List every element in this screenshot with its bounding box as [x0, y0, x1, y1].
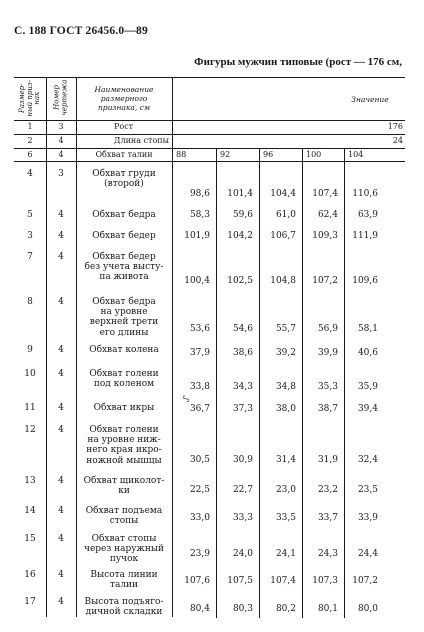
column-header-number: Размер- ный приз- нак — [17, 79, 41, 117]
row-value: 31,9 — [317, 455, 338, 465]
row-name: Обхват талии — [95, 150, 153, 159]
row-name: Обхват бедра — [92, 210, 156, 220]
row-figure: 4 — [58, 136, 64, 145]
row-figure: 4 — [58, 345, 64, 355]
row-value: 107,5 — [227, 576, 253, 586]
row-value: 59,6 — [232, 210, 253, 220]
size-value: 92 — [220, 150, 231, 159]
row-figure: 4 — [58, 369, 64, 379]
row-figure: 4 — [58, 231, 64, 241]
row-number: 9 — [27, 345, 33, 355]
row-value: 109,6 — [352, 276, 378, 286]
table-title: Фигуры мужчин типовые (рост — 176 см, — [194, 56, 402, 68]
row-name: Обхват бедер — [92, 231, 156, 241]
row-number: 13 — [24, 476, 36, 486]
table-rule — [14, 77, 405, 78]
row-value: 24,4 — [357, 549, 378, 559]
row-figure: 3 — [58, 169, 64, 179]
row-value: 34,8 — [275, 382, 296, 392]
row-value: 101,4 — [227, 189, 253, 199]
row-number: 7 — [27, 252, 33, 262]
row-value: 80,0 — [357, 604, 378, 614]
row-value: 107,2 — [352, 576, 378, 586]
row-figure: 4 — [58, 506, 64, 516]
row-number: 12 — [24, 425, 36, 435]
row-name: Длина стопы — [114, 136, 169, 145]
column-header-name: Наименование размерного признака, см — [94, 85, 154, 112]
row-value: 37,9 — [189, 348, 210, 358]
row-value: 22,7 — [232, 485, 253, 495]
row-figure: 4 — [58, 534, 64, 544]
column-header-figure: Номер чертежа — [52, 79, 68, 116]
row-value: 104,8 — [270, 276, 296, 286]
row-value: 36,7 — [189, 404, 210, 414]
row-value: 58,3 — [189, 210, 210, 220]
size-value: 104 — [348, 150, 364, 159]
row-value: 24,3 — [317, 549, 338, 559]
row-value: 33,3 — [232, 513, 253, 523]
row-value: 24 — [392, 136, 403, 145]
row-value: 53,6 — [189, 324, 210, 334]
row-name: Обхват стопы через наружный пучок — [84, 534, 164, 565]
row-value: 31,4 — [275, 455, 296, 465]
row-value: 33,7 — [317, 513, 338, 523]
row-number: 15 — [24, 534, 36, 544]
row-value: 33,0 — [189, 513, 210, 523]
row-number: 8 — [27, 297, 33, 307]
row-value: 30,5 — [189, 455, 210, 465]
row-value: 32,4 — [357, 455, 378, 465]
row-figure: 4 — [58, 597, 64, 607]
row-value: 23,0 — [275, 485, 296, 495]
row-value: 107,3 — [312, 576, 338, 586]
row-name: Рост — [114, 122, 134, 131]
row-value: 23,2 — [317, 485, 338, 495]
row-value: 35,3 — [317, 382, 338, 392]
row-figure: 4 — [58, 252, 64, 262]
row-name: Высота подъяго- дичной складки — [84, 597, 164, 618]
row-value: 110,6 — [352, 189, 378, 199]
row-name: Обхват груди (второй) — [92, 169, 156, 190]
row-value: 104,2 — [227, 231, 253, 241]
row-value: 107,4 — [270, 576, 296, 586]
row-value: 23,9 — [189, 549, 210, 559]
row-name: Обхват бедер без учета высту- па живота — [84, 252, 164, 283]
row-number: 10 — [24, 369, 36, 379]
row-number: 17 — [24, 597, 36, 607]
row-figure: 4 — [58, 403, 64, 413]
table-rule — [14, 134, 405, 135]
row-value: 33,8 — [189, 382, 210, 392]
row-value: 54,6 — [232, 324, 253, 334]
row-name: Обхват голени на уровне ниж- него края икро- ножной мышцы — [86, 425, 162, 466]
row-name: Обхват икры — [93, 403, 155, 413]
row-name: Высота линии талии — [90, 570, 158, 591]
row-value: 55,7 — [275, 324, 296, 334]
row-value: 176 — [387, 122, 403, 131]
row-number: 5 — [27, 210, 33, 220]
row-number: 14 — [24, 506, 36, 516]
row-value: 98,6 — [189, 189, 210, 199]
row-figure: 4 — [58, 476, 64, 486]
row-value: 104,4 — [270, 189, 296, 199]
row-value: 100,4 — [184, 276, 210, 286]
size-value: 100 — [306, 150, 322, 159]
row-value: 101,9 — [184, 231, 210, 241]
row-value: 102,5 — [227, 276, 253, 286]
row-name: Обхват голени под коленом — [89, 369, 159, 390]
row-value: 38,6 — [232, 348, 253, 358]
row-value: 38,0 — [275, 404, 296, 414]
row-value: 39,9 — [317, 348, 338, 358]
row-value: 33,5 — [275, 513, 296, 523]
row-name: Обхват подъема стопы — [85, 506, 163, 527]
row-figure: 4 — [58, 425, 64, 435]
row-value: 63,9 — [357, 210, 378, 220]
size-value: 88 — [176, 150, 187, 159]
row-value: 24,0 — [232, 549, 253, 559]
row-figure: 4 — [58, 570, 64, 580]
row-value: 33,9 — [357, 513, 378, 523]
margin-mark: ᔑ — [181, 394, 193, 404]
table-rule — [14, 161, 405, 162]
table-rule — [14, 120, 405, 121]
row-value: 24,1 — [275, 549, 296, 559]
row-number: 6 — [27, 150, 33, 159]
row-value: 34,3 — [232, 382, 253, 392]
row-number: 2 — [27, 136, 33, 145]
row-value: 107,6 — [184, 576, 210, 586]
row-value: 106,7 — [270, 231, 296, 241]
row-number: 1 — [27, 122, 33, 131]
row-value: 80,1 — [317, 604, 338, 614]
row-value: 23,5 — [357, 485, 378, 495]
row-value: 40,6 — [357, 348, 378, 358]
row-value: 30,9 — [232, 455, 253, 465]
row-value: 80,3 — [232, 604, 253, 614]
row-value: 39,2 — [275, 348, 296, 358]
row-value: 80,2 — [275, 604, 296, 614]
row-value: 80,4 — [189, 604, 210, 614]
row-figure: 4 — [58, 150, 64, 159]
size-value: 96 — [263, 150, 274, 159]
row-figure: 4 — [58, 210, 64, 220]
row-value: 107,2 — [312, 276, 338, 286]
row-name: Обхват бедра на уровне верхней трети его длины — [89, 297, 159, 338]
row-name: Обхват щиколот- ки — [83, 476, 165, 497]
column-header-values: Значение — [351, 95, 389, 104]
row-value: 109,3 — [312, 231, 338, 241]
row-name: Обхват колена — [89, 345, 159, 355]
row-number: 4 — [27, 169, 33, 179]
row-figure: 4 — [58, 297, 64, 307]
row-value: 22,5 — [189, 485, 210, 495]
row-figure: 3 — [58, 122, 64, 131]
row-value: 39,4 — [357, 404, 378, 414]
row-value: 58,1 — [357, 324, 378, 334]
table-rule — [14, 148, 405, 149]
row-value: 35,9 — [357, 382, 378, 392]
row-value: 62,4 — [317, 210, 338, 220]
row-value: 107,4 — [312, 189, 338, 199]
row-value: 38,7 — [317, 404, 338, 414]
row-number: 11 — [24, 403, 36, 413]
row-number: 16 — [24, 570, 36, 580]
page-header: С. 188 ГОСТ 26456.0—89 — [14, 25, 148, 37]
row-value: 61,0 — [275, 210, 296, 220]
row-number: 3 — [27, 231, 33, 241]
row-value: 37,3 — [232, 404, 253, 414]
row-value: 111,9 — [352, 231, 378, 241]
row-value: 56,9 — [317, 324, 338, 334]
